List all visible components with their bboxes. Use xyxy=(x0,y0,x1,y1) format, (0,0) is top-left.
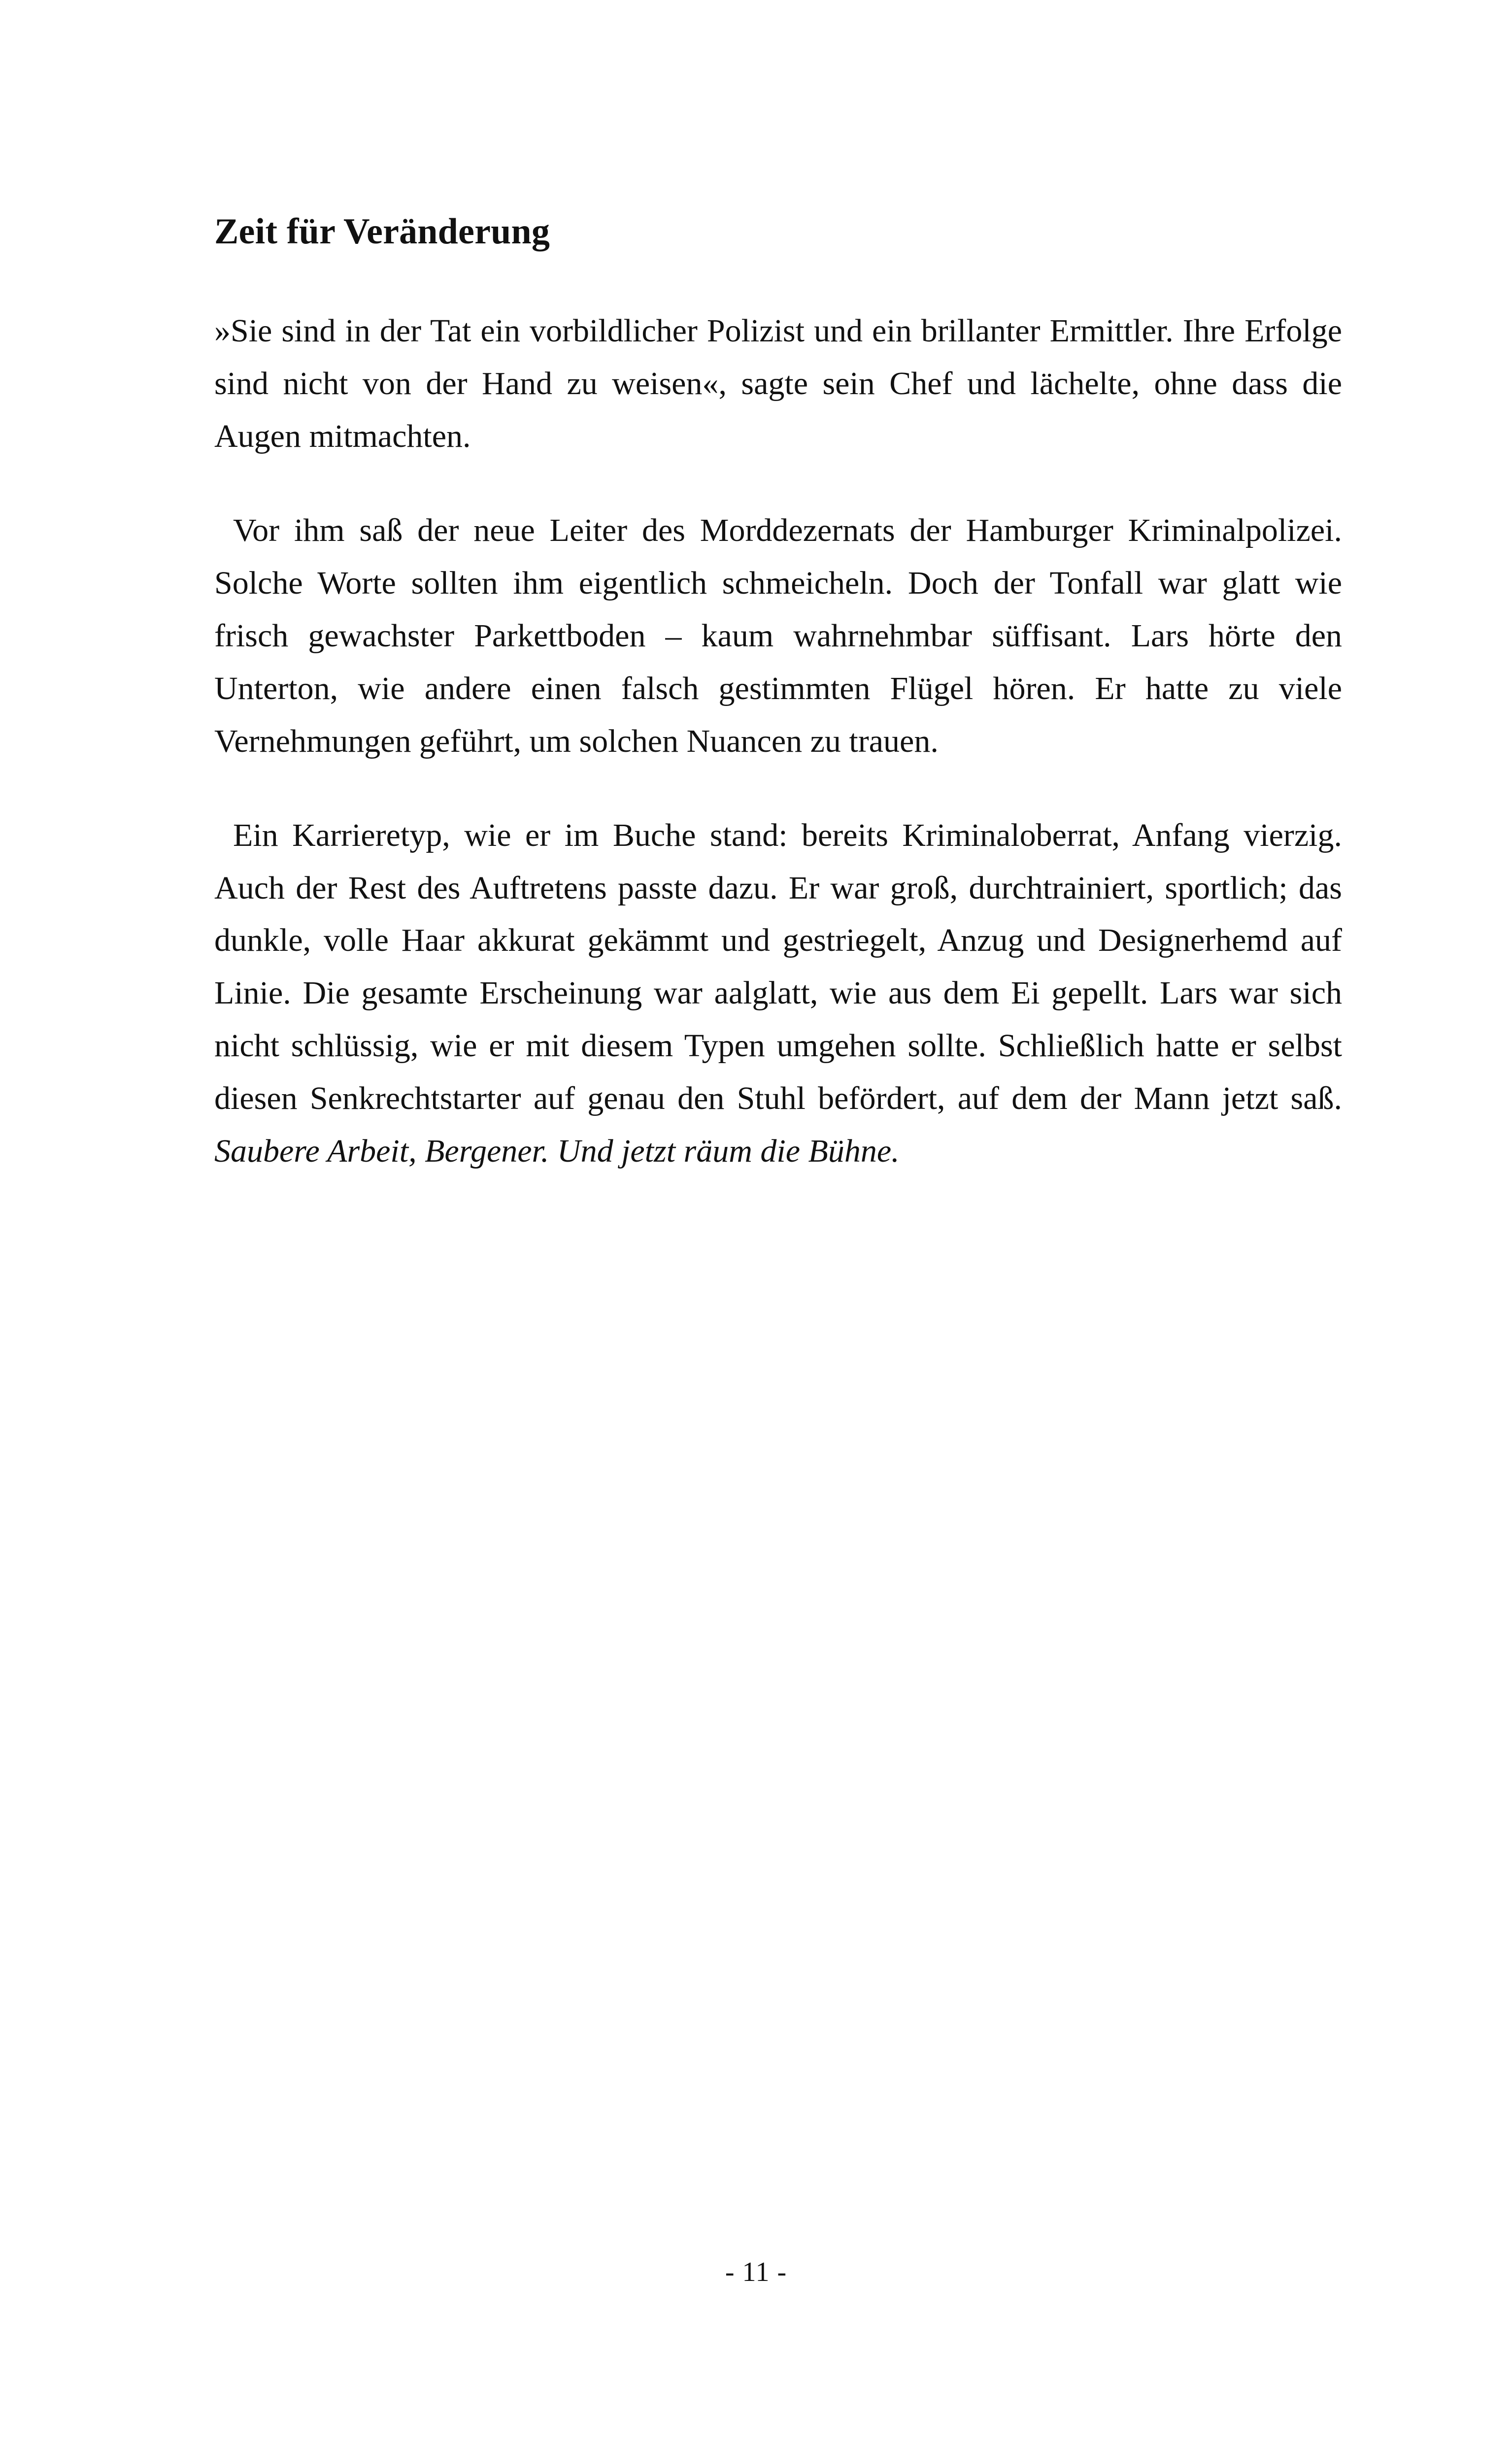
paragraph-3-roman-text: Ein Karrieretyp, wie er im Buche stand: bereits Kriminaloberrat, Anfang vierzig. Auch der Rest des Auftretens passte dazu. Er war groß, durchtrainiert, sportlich; das dunkle, volle Haar akkurat gekämmt und gestriegelt, Anzug und Designerhemd auf Linie. Die gesamte Erscheinung war aalglatt, wie aus dem Ei gepellt. Lars war sich nicht schlüssig, wie er mit diesem Typen umgehen sollte. Schließlich hatte er selbst diesen Senkrechtstarter auf genau den Stuhl befördert, auf dem der Mann jetzt saß. xyxy=(214,817,1342,1117)
paragraph-3-italic-text: Saubere Arbeit, Bergener. Und jetzt räum die Bühne. xyxy=(214,1133,900,1170)
page-title: Zeit für Veränderung xyxy=(214,211,550,252)
paragraph-2: Vor ihm saß der neue Leiter des Morddezernats der Hamburger Kriminalpolizei. Solche Worte sollten ihm eigentlich schmeicheln. Doch der Tonfall war glatt wie frisch gewachster Parkettboden – kaum wahrnehmbar süffisant. Lars hörte den Unterton, wie andere einen falsch gestimmten Flügel hören. Er hatte zu viele Vernehmungen geführt, um solchen Nuancen zu trauen. xyxy=(214,512,1342,759)
paragraph-1: »Sie sind in der Tat ein vorbildlicher Polizist und ein brillanter Ermittler. Ihre Erfolge sind nicht von der Hand zu weisen«, sagte sein Chef und lächelte, ohne dass die Augen mitmachten. xyxy=(214,313,1342,455)
paragraph-3 xyxy=(214,809,1342,1178)
page-number: - 11 - xyxy=(725,2257,787,2287)
